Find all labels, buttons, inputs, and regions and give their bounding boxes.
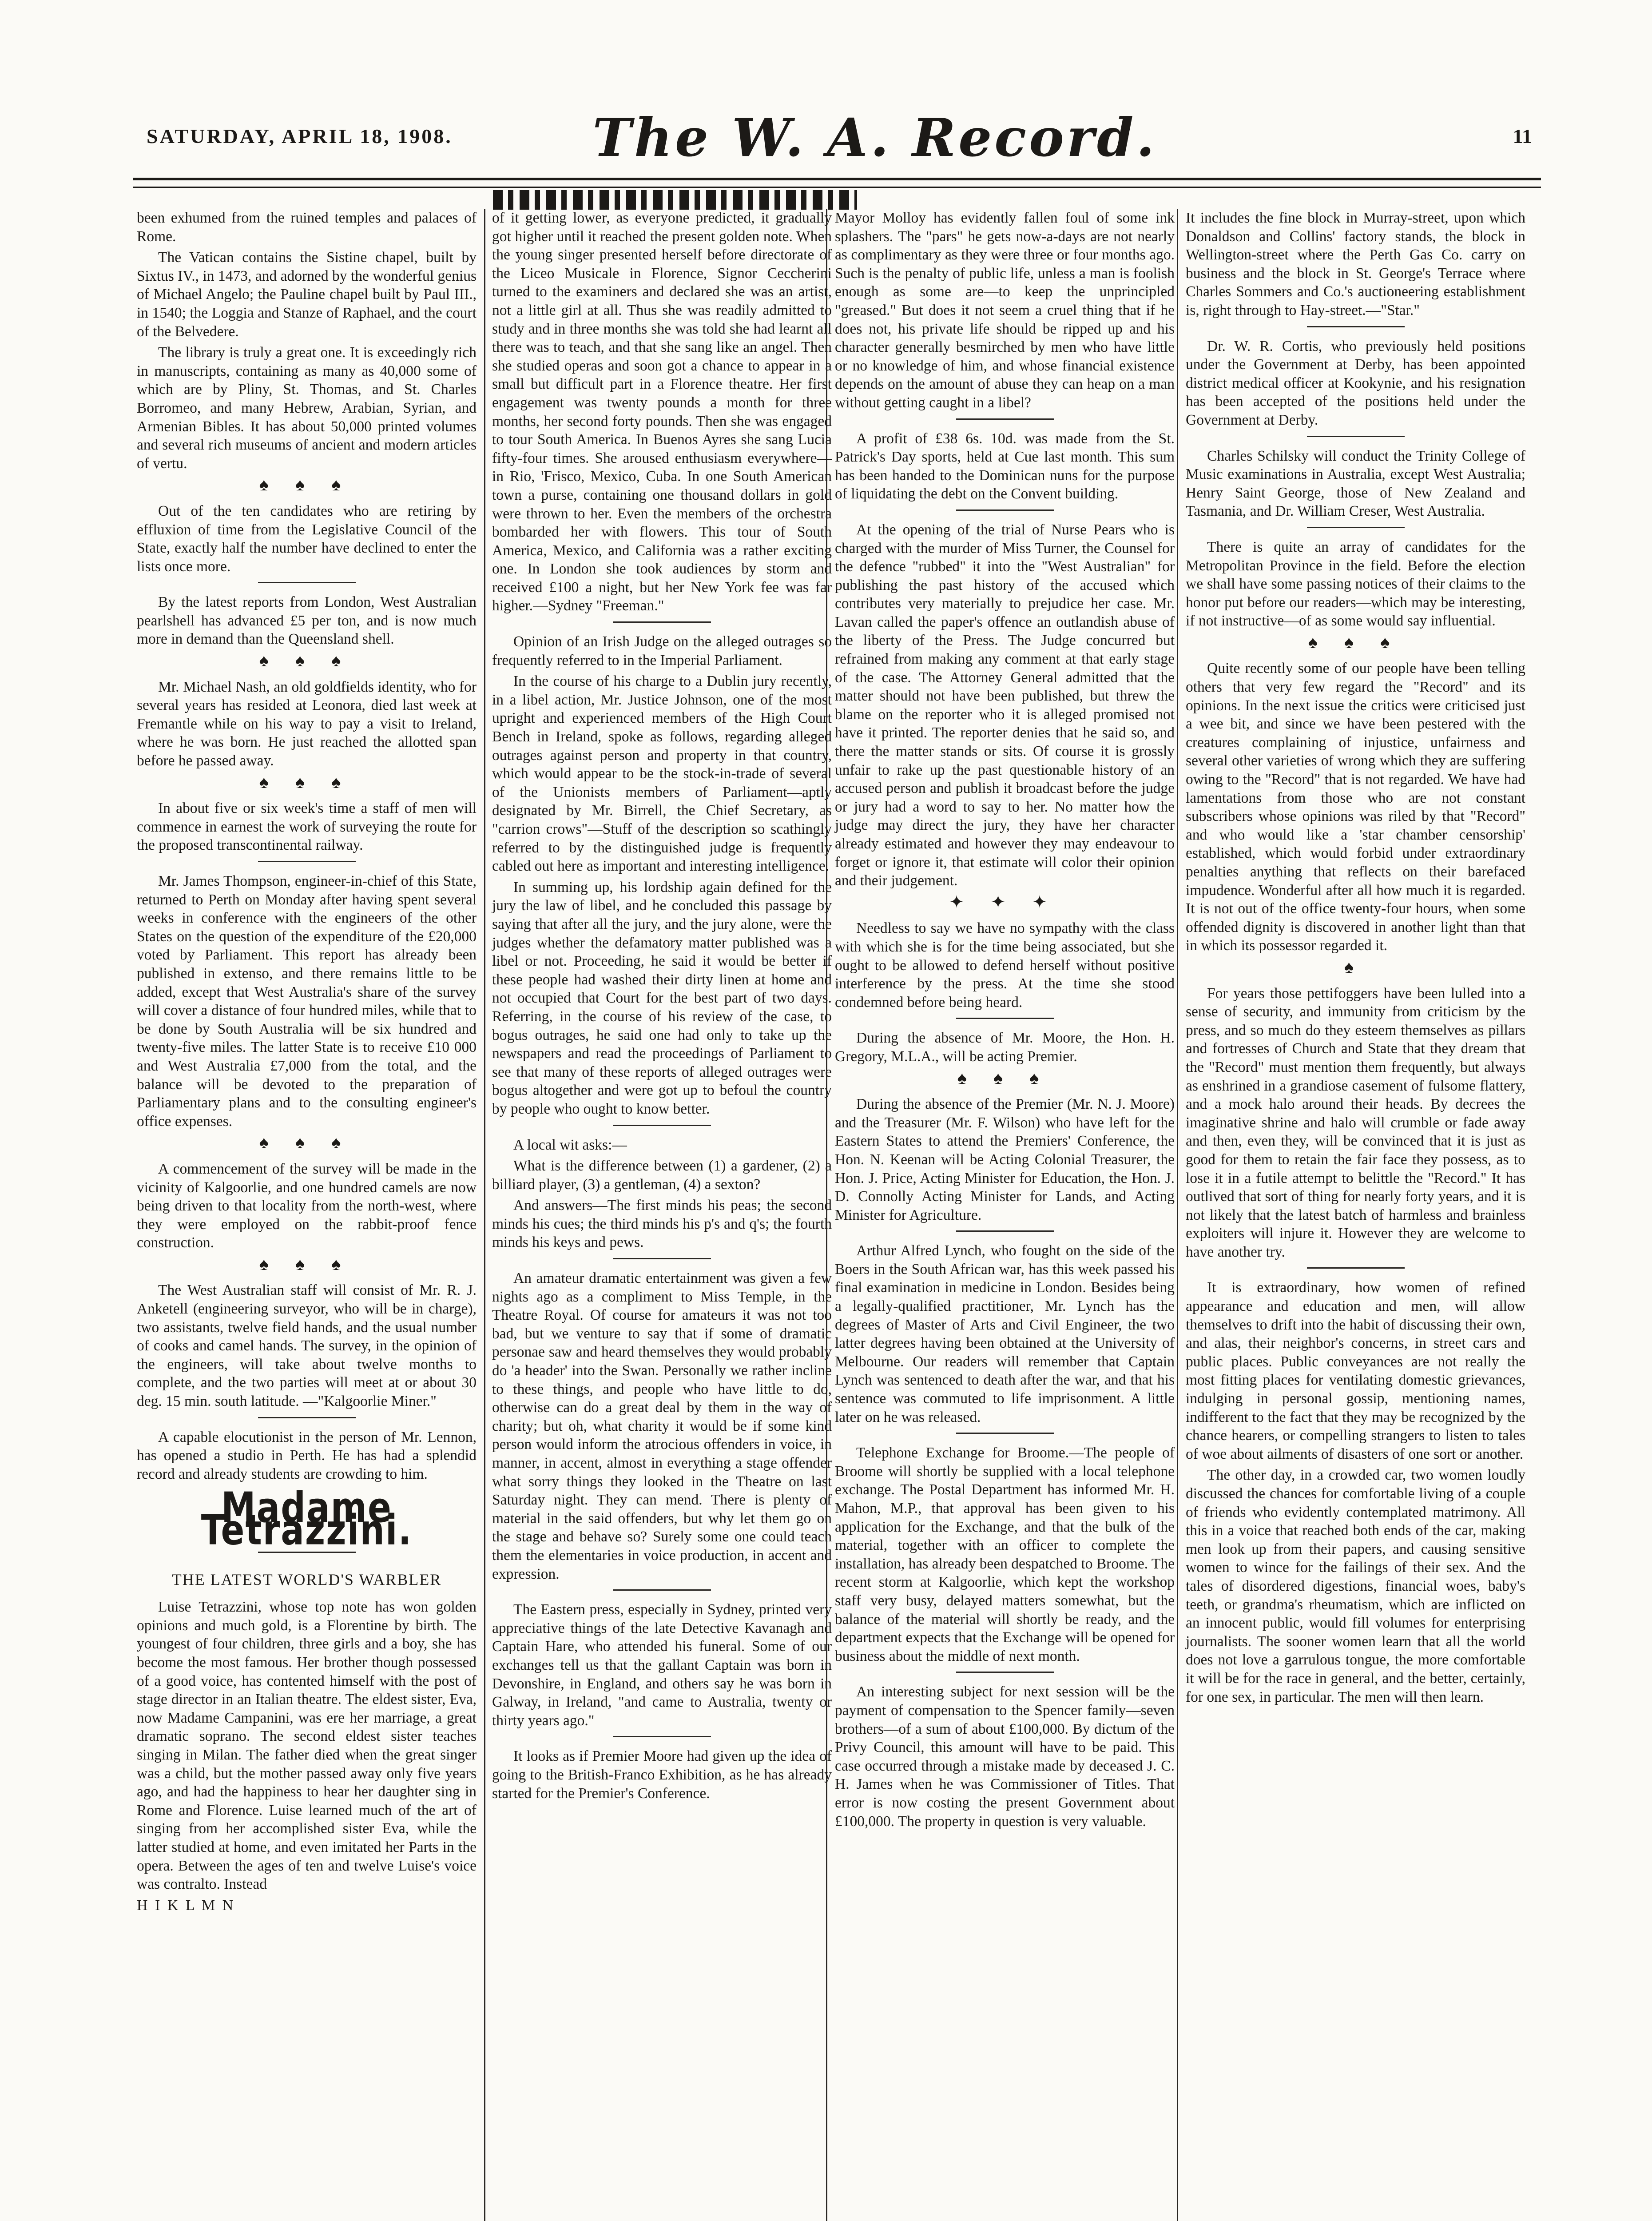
section-divider-rule — [956, 1230, 1054, 1232]
section-divider-rule — [613, 1736, 711, 1737]
paragraph: Opinion of an Irish Judge on the alleged outrages so frequently referred to in the Imperial Parliament. — [492, 633, 832, 669]
paragraph: The library is truly a great one. It is exceedingly rich in manuscripts, containing as many as 40,000 some of which are by Pliny, St. Thomas, and St. Charles Borromeo, and many Hebrew, Arabian, Syrian, and Armenian Bibles. It has about 50,000 printed volumes and several rich museums of ancient and modern articles of vertu. — [137, 344, 477, 472]
section-divider-stars: ♠♠♠ — [259, 1132, 368, 1153]
paragraph: Mayor Molloy has evidently fallen foul of some ink splashers. The "pars" he gets now-a-days are not nearly as complimentary as they were three or four months ago. Such is the penalty of public life, unless a man is foolish enough as some are—to keep the unprincipled "greased." But does it not seem a cruel thing that if he does not, his private life should be ripped up and his character generally besmirched by men who have little or no knowledge of him, and whose financial existence depends on the amount of abuse they can heap on a man without getting caught in a libel? — [835, 210, 1175, 411]
column-divider — [1177, 209, 1178, 2221]
paragraph: Telephone Exchange for Broome.—The people of Broome will shortly be supplied with a local telephone exchange. The Postal Department has informed Mr. H. Mahon, M.P., that approval has been given to his application for the Exchange, and that the bulk of the material, together with an officer to complete the installation, has already been despatched to Broome. The recent storm at Kalgoorlie, which kept the workshop staff very busy, delayed matters somewhat, but the balance of the material will shortly be ready, and the department expects that the Exchange will be opened for business about the middle of next month. — [835, 1445, 1175, 1664]
paragraph: Needless to say we have no sympathy with the class with which she is for the time being associated, but she ought to be allowed to defend herself without positive interference by the press. At the time she stood condemned before being heard. — [835, 920, 1175, 1011]
paragraph: A local wit asks:— — [513, 1136, 627, 1153]
section-divider-rule — [258, 861, 356, 862]
paragraph: An amateur dramatic entertainment was given a few nights ago as a compliment to Miss Temple, in the Theatre Royal. Of course for amateurs it was not too bad, but we venture to say that if some of dramatic personae saw and heard themselves they would probably do 'a header' into the Swan. Personally we rather incline to these things, and people who have little to do, otherwise can do a great deal by them in the way of charity; but oh, what charity it would be if some kind person would inform the atrocious offenders in voice, in manner, in accent, almost in everything a stage offender what sorry things they looked in the Theatre on last Saturday night. They can mend. There is plenty of material in the said offenders, but why let them go on the stage and behave so? Surely some one could teach them the elementaries in voice production, in accent and expression. — [492, 1270, 832, 1582]
paragraph: And answers—The first minds his peas; the second minds his cues; the third minds his p's and q's; the fourth minds his keys and pews. — [492, 1197, 832, 1251]
header-rule — [133, 178, 1541, 180]
section-divider-stars: ♠♠♠ — [259, 1254, 368, 1274]
paragraph: At the opening of the trial of Nurse Pears who is charged with the murder of Miss Turner, the Counsel for the defence "rubbed" it into the "West Australian" for publishing the past history of the accused which contributes very materially to prejudice her case. Mr. Lavan called the paper's offence an outlandish abuse of the liberty of the Press. The Judge concurred but refrained from making any comment at that early stage of the case. The Attorney General admitted that the matter should not have been published, but threw the blame on the reporter who it is alleged promised not have it printed. The reporter denies that he said so, and there the matter stands or sits. Of course it is grossly unfair to rake up the past questionable history of an accused person and publish it broadcast before the judge or jury had a word to say to her. No matter how the judge may direct the jury, they have her character already estimated and however they may endeavour to forget or ignore it, that estimate will color their opinion and their judgement. — [835, 521, 1175, 889]
paragraph: The West Australian staff will consist of Mr. R. J. Anketell (engineering surveyor, who will be in charge), two assistants, twelve field hands, and the usual number of cooks and camel hands. The survey, in the opinion of the engineers, will take about twelve months to complete, and the two parties will meet at or about 30 deg. 15 min. south latitude. —"Kalgoorlie Miner." — [137, 1282, 477, 1410]
paragraph: It includes the fine block in Murray-street, upon which Donaldson and Collins' factory stands, the block in Wellington-street where the Perth Gas Co. carry on business and the block in St. George's Terrace where Charles Sommers and Co.'s auctioneering establishment is, right through to Hay-street.—"Star." — [1186, 210, 1525, 318]
paragraph: A commencement of the survey will be made in the vicinity of Kalgoorlie, and one hundred camels are now being driven to that locality from the north-west, where they were employed on the rabbit-proof fence construction. — [137, 1160, 477, 1251]
paragraph: During the absence of Mr. Moore, the Hon. H. Gregory, M.L.A., will be acting Premier. — [835, 1030, 1175, 1065]
article-subheadline: THE LATEST WORLD'S WARBLER — [171, 1570, 442, 1588]
section-divider-stars: ♠ — [1344, 956, 1381, 977]
paragraph: A capable elocutionist in the person of Mr. Lennon, has opened a studio in Perth. He has had a splendid record and already students are crowding to him. — [137, 1429, 477, 1482]
paragraph: An interesting subject for next session will be the payment of compensation to the Spencer family—seven brothers—of a sum of about £100,000. By dictum of the Privy Council, this amount will have to be paid. This case occurred through a mistake made by deceased J. C. H. James when he was Commissioner of Titles. That error is now costing the present Government about £100,000. The property in question is very valuable. — [835, 1684, 1175, 1830]
column-1 — [137, 209, 477, 1915]
section-divider-rule — [613, 1125, 711, 1126]
column-3 — [835, 209, 1175, 1833]
paragraph: It looks as if Premier Moore had given up the idea of going to the British-Franco Exhibition, as he has already started for the Premier's Conference. — [492, 1748, 832, 1802]
paragraph: For years those pettifoggers have been lulled into a sense of security, and immunity from criticism by the press, and so much do they esteem themselves as pillars and fortresses of Church and State that they dream that the "Record" must mention them frequently, but always as enshrined in a grandiose casement of fulsome flattery, and a mock halo around their heads. By decrees the imaginative shrine and halo will crumble or fade away and then, even they, will be convinced that it is just as good for them to retain the fair face they possess, as to lose it in a futile attempt to belittle the "Record." It has outlived that sort of thing for nearly forty years, and it is not likely that the latest batch of harmless and brainless exploiters will injure it. However they are welcome to have another try. — [1186, 985, 1525, 1260]
section-divider-stars: ♠♠♠ — [259, 650, 368, 671]
section-divider-stars: ♠♠♠ — [259, 772, 368, 792]
section-divider-rule — [956, 418, 1054, 420]
section-divider-stars: ♠♠♠ — [1308, 632, 1417, 652]
paragraph: In about five or six week's time a staff of men will commence in earnest the work of surveying the route for the proposed transcontinental railway. — [137, 800, 477, 854]
paragraph: Dr. W. R. Cortis, who previously held positions under the Government at Derby, has been appointed district medical officer at Kookynie, and his resignation has been accepted of the positions held under the Government at Derby. — [1186, 338, 1525, 428]
paragraph: Mr. Michael Nash, an old goldfields identity, who for several years has resided at Leonora, died last week at Fremantle while on his way to pay a visit to Ireland, where he was born. He just reached the allotted span before he passed away. — [137, 678, 477, 769]
paragraph: Quite recently some of our people have been telling others that very few regard the "Record" and its opinions. In the next issue the critics were criticised just a wee bit, and since we have been pestered with the creatures complaining of injustice, unfairness and several other varieties of wrong which they are suffering owing to the "Record" that is not regarded. We have had lamentations from those who are not constant subscribers whose opinions was riled by that "Record" and who would like a 'star chamber censorship' established, which would forbid under extraordinary penalties anything that reflects on their barefaced impudence. Wonderful after all how much it is regarded. It is not out of the office twenty-four hours, when some offended dignity is discovered in another light than that in which its possessor regarded it. — [1186, 660, 1525, 954]
paragraph: been exhumed from the ruined temples and palaces of Rome. — [137, 210, 477, 245]
article-headline: Madame Tetrazzini. — [201, 1484, 413, 1554]
ornament-bar — [493, 190, 857, 210]
column-divider — [484, 209, 485, 2221]
paragraph: A profit of £38 6s. 10d. was made from the St. Patrick's Day sports, held at Cue last month. This sum has been handed to the Dominican nuns for the purpose of liquidating the debt on the Convent building. — [835, 430, 1175, 502]
paragraph: The Vatican contains the Sistine chapel, built by Sixtus IV., in 1473, and adorned by the wonderful genius of Michael Angelo; the Pauline chapel built by Paul III., in 1540; the Loggia and Stanze of Raphael, and the court of the Belvedere. — [137, 249, 477, 340]
section-divider-rule — [613, 1258, 711, 1259]
header-rule-thin — [133, 187, 1541, 188]
section-divider-rule — [956, 1433, 1054, 1434]
paragraph: It is extraordinary, how women of refined appearance and education and men, will allow themselves to drift into the habit of discussing their own, and alas, their neighbor's concerns, in street cars and public places. Public conveyances are not really the most fitting places for ventilating domestic grievances, indulging in personal gossip, mentioning names, indifferent to the fact that they may be recognized by the chance hearers, or compelling strangers to listen to tales of woe about ailments of disasters of one sort or another. — [1186, 1279, 1525, 1462]
paragraph: In the course of his charge to a Dublin jury recently, in a libel action, Mr. Justice Johnson, one of the most upright and experienced members of the High Court Bench in Ireland, spoke as follows, regarding alleged outrages against person and property in that country, which would appear to be the stock-in-trade of several of the Unionists members of Parliament—aptly designated by Mr. Birrell, the Chief Secretary, as "carrion crows"—Stuff of the description so scathingly referred to by the distinguished judge is frequently cabled out here as important and interesting intelligence. — [492, 673, 832, 875]
issue-date: SATURDAY, APRIL 18, 1908. — [147, 125, 453, 147]
paragraph: There is quite an array of candidates for the Metropolitan Province in the field. Before the election we shall have some passing notices of their claims to the honor put before our readers—which may be interesting, if not instructive—of as some would say influential. — [1186, 538, 1525, 629]
section-divider-rule — [613, 621, 711, 623]
paragraph: Charles Schilsky will conduct the Trinity College of Music examinations in Australia, except West Australia; Henry Saint George, those of New Zealand and Tasmania, and Dr. William Creser, West Australia. — [1186, 447, 1525, 520]
section-divider-rule — [956, 1018, 1054, 1019]
section-divider-rule — [1307, 326, 1405, 327]
paragraph: Out of the ten candidates who are retiring by effluxion of time from the Legislative Council of the State, exactly half the number have declined to enter the lists once more. — [137, 502, 477, 575]
column-4 — [1186, 209, 1525, 1709]
paragraph: The other day, in a crowded car, two women loudly discussed the chances for comfortable living of a couple of friends who evidently contemplated matrimony. All this in a voice that reached both ends of the car, making men look up from their papers, and causing sensitive women to wince for the failings of their sex. And the tales of disordered digestions, financial woes, baby's teeth, or grandma's rheumatism, which are inflicted on an innocent public, would fill volumes for enterprising journalists. The sooner women learn that all the world does not love a garrulous tongue, the more comfortable it will be for the race in general, and the better, certainly, for one sex, in particular. The men will then learn. — [1186, 1467, 1525, 1705]
section-divider-rule — [258, 1417, 356, 1418]
section-divider-rule — [613, 1589, 711, 1591]
bottom-mark: H I K L M N — [137, 1897, 235, 1914]
section-divider-rule — [956, 509, 1054, 511]
section-divider-rule — [1307, 436, 1405, 437]
page-number: 11 — [1513, 125, 1532, 147]
paragraph: The Eastern press, especially in Sydney, printed very appreciative things of the late Detective Kavanagh and Captain Hare, who attended his funeral. Some of our exchanges tell us that the gallant Captain was born in Devonshire, in England, and others say he was born in Galway, in Ireland, "and came to Australia, twenty or thirty years ago." — [492, 1601, 832, 1729]
section-divider-stars: ✦✦✦ — [949, 892, 1074, 912]
section-divider-stars: ♠♠♠ — [957, 1067, 1066, 1088]
masthead — [133, 107, 1545, 173]
section-divider-rule — [1307, 527, 1405, 528]
section-divider-stars: ♠♠♠ — [259, 474, 368, 495]
column-2 — [492, 209, 832, 1805]
paragraph: Arthur Alfred Lynch, who fought on the side of the Boers in the South African war, has this week passed his final examination in medicine in London. Besides being a legally-qualified practitioner, Mr. Lynch has the degrees of Master of Arts and Civil Engineer, the two latter degrees having been obtained at the University of Melbourne. Our readers will remember that Captain Lynch was sentenced to death after the war, and that his sentence was commuted to life imprisonment. A little later on he was released. — [835, 1242, 1175, 1425]
newspaper-title: The W. A. Record. — [592, 107, 1157, 168]
paragraph: of it getting lower, as everyone predicted, it gradually got higher until it reached the present golden note. When the young singer presented herself before directorate of the Liceo Musicale in Florence, Signor Ceccherini turned to the examiners and declared she was an artist, not a little girl at all. Thus she was readily admitted to study and in three months she was told she had learnt all there was to teach, and that she sang like an angel. Then she studied operas and soon got a chance to appear in a small but difficult part in a Florence theatre. Her first engagement was twenty pounds a month for three months, her second forty pounds. Then she was engaged to tour South America. In Buenos Ayres she sang Lucia fifty-four times. She aroused enthusiasm everywhere—in Rio, 'Frisco, Mexico, Cuba. In one South American town a purse, containing one thousand dollars in gold were thrown to her. Even the members of the orchestra bombarded her with flowers. This tour of South America, Mexico, and California was a rather exciting one. In London she took audiences by storm and received £100 a night, but her New York fee was far higher.—Sydney "Freeman." — [492, 210, 832, 614]
section-divider-rule — [956, 1672, 1054, 1673]
paragraph: Mr. James Thompson, engineer-in-chief of this State, returned to Perth on Monday after having spent several weeks in conference with the engineers of the other States on the question of the expenditure of the £20,000 voted by Parliament. This report has already been published in extenso, and there remains little to be added, except that West Australia's share of the survey will cover a distance of four hundred miles, while that to be done by South Australia will be six hundred and twenty-five miles. The latter State is to receive £10 000 and West Australia £7,000 from the total, and the balance will be devoted to the preparation of Parliamentary plans and to the consulting engineer's office expenses. — [137, 873, 477, 1130]
section-divider-rule — [258, 582, 356, 583]
section-divider-rule — [1307, 1267, 1405, 1269]
paragraph: What is the difference between (1) a gardener, (2) a billiard player, (3) a gentleman, (4) a sexton? — [492, 1158, 832, 1193]
paragraph: In summing up, his lordship again defined for the jury the law of libel, and he concluded this passage by saying that after all the jury, and the jury alone, were the judges whether the defamatory matter published was a libel or not. Proceeding, he said it would be better if these people had washed their dirty linen at home and not occupied that Court for the best part of two days. Referring, in the course of his review of the case, to bogus outrages, he said one had only to take up the newspapers and read the proceedings of Parliament to see that many of these reports of alleged outrages were bogus altogether and were got up to befoul the country by people who ought to know better. — [492, 879, 832, 1117]
paragraph: By the latest reports from London, West Australian pearlshell has advanced £5 per ton, and is now much more in demand than the Queensland shell. — [137, 594, 477, 648]
paragraph: During the absence of the Premier (Mr. N. J. Moore) and the Treasurer (Mr. F. Wilson) who have left for the Eastern States to attend the Premiers' Conference, the Hon. N. Keenan will be Acting Colonial Treasurer, the Hon. J. Price, Acting Minister for Education, the Hon. J. D. Connolly Acting Minister for Lands, and Acting Minister for Agriculture. — [835, 1096, 1175, 1223]
paragraph: Luise Tetrazzini, whose top note has won golden opinions and much gold, is a Florentine by birth. The youngest of four children, three girls and a boy, she has become the most famous. Her brother though possessed of a good voice, has contented himself with the post of stage director in an Italian theatre. The eldest sister, Eva, now Madame Campanini, was ere her marriage, a great dramatic soprano. The second eldest sister teaches singing in Milan. The father died when the great singer was a child, but the mother passed away only five years ago, and had the happiness to hear her daughter sing in Rome and Florence. Luise learned much of the art of singing from her accomplished sister Eva, while the latter studied at home, and even imitated her Parts in the opera. Between the ages of ten and twelve Luise's voice was contralto. Instead — [137, 1599, 477, 1893]
